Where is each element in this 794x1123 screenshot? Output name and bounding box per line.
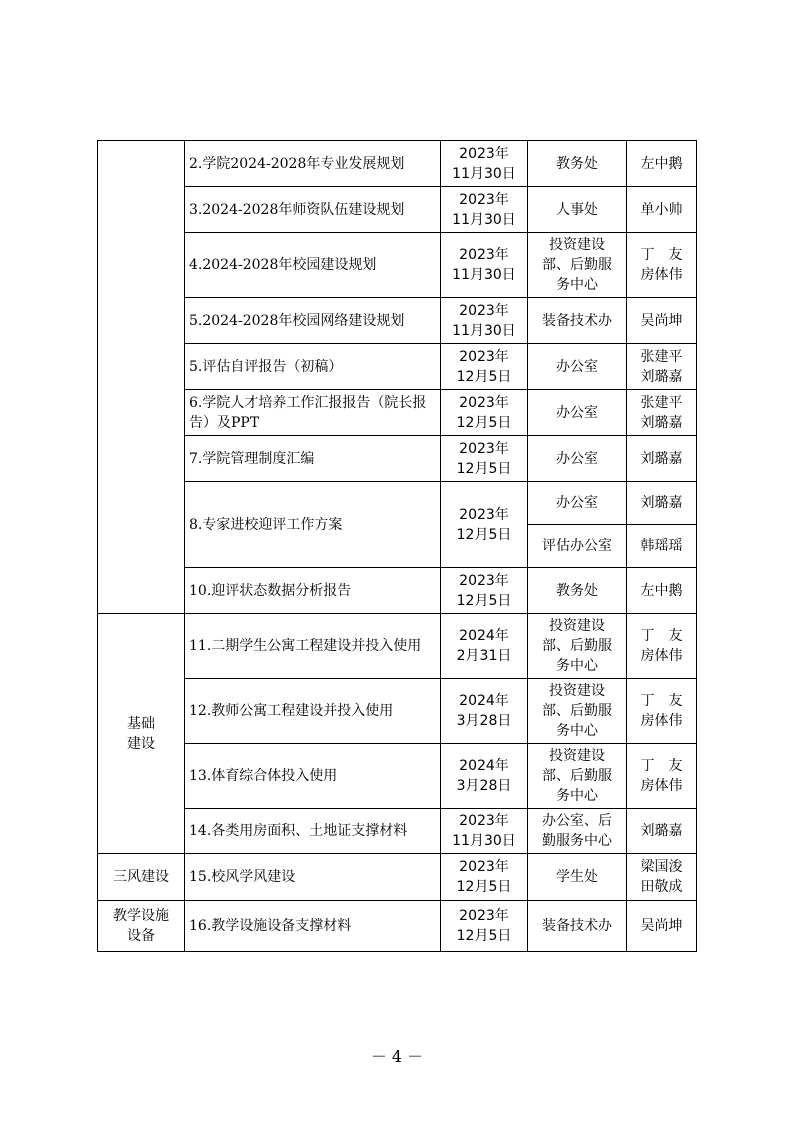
person-cell: 刘璐嘉 xyxy=(627,436,697,482)
task-cell: 7.学院管理制度汇编 xyxy=(185,436,441,482)
table-row xyxy=(98,187,697,233)
date-cell: 2023年 12月5日 xyxy=(441,854,528,901)
date-cell: 2023年 11月30日 xyxy=(441,141,528,187)
dept-cell: 人事处 xyxy=(528,187,627,233)
date-cell: 2023年 11月30日 xyxy=(441,298,528,344)
person-cell: 丁 友 房体伟 xyxy=(627,744,697,809)
task-cell: 4.2024-2028年校园建设规划 xyxy=(185,233,441,298)
page-number: － 4 － xyxy=(370,1047,424,1066)
table-row xyxy=(98,233,697,298)
table-row xyxy=(98,390,697,436)
task-cell: 3.2024-2028年师资队伍建设规划 xyxy=(185,187,441,233)
dept-cell: 装备技术办 xyxy=(528,901,627,952)
date-cell: 2023年 12月5日 xyxy=(441,568,528,614)
table-row xyxy=(98,901,697,952)
person-cell: 吴尚坤 xyxy=(627,901,697,952)
date-cell: 2023年 11月30日 xyxy=(441,809,528,854)
task-cell: 5.2024-2028年校园网络建设规划 xyxy=(185,298,441,344)
task-cell: 16.教学设施设备支撑材料 xyxy=(185,901,441,952)
dept-cell: 投资建设 部、后勤服 务中心 xyxy=(528,614,627,679)
task-cell: 11.二期学生公寓工程建设并投入使用 xyxy=(185,614,441,679)
person-cell: 丁 友 房体伟 xyxy=(627,679,697,744)
dept-cell: 教务处 xyxy=(528,141,627,187)
dept-cell: 装备技术办 xyxy=(528,298,627,344)
task-cell: 6.学院人才培养工作汇报报告（院长报告）及PPT xyxy=(185,390,441,436)
dept-cell: 办公室 xyxy=(528,436,627,482)
table-row xyxy=(98,854,697,901)
dept-cell: 办公室 xyxy=(528,344,627,390)
date-cell: 2024年 3月28日 xyxy=(441,744,528,809)
date-cell: 2023年 12月5日 xyxy=(441,344,528,390)
table-row xyxy=(98,568,697,614)
dept-cell: 投资建设 部、后勤服 务中心 xyxy=(528,679,627,744)
person-cell: 左中鹅 xyxy=(627,568,697,614)
dept-cell: 办公室、后 勤服务中心 xyxy=(528,809,627,854)
table-row xyxy=(98,298,697,344)
person-cell: 韩瑶瑶 xyxy=(627,525,697,568)
task-cell: 10.迎评状态数据分析报告 xyxy=(185,568,441,614)
category-cell xyxy=(98,141,185,614)
category-cell: 教学设施 设备 xyxy=(98,901,185,952)
table-row xyxy=(98,482,697,525)
table-row xyxy=(98,809,697,854)
date-cell: 2024年 2月31日 xyxy=(441,614,528,679)
dept-cell: 办公室 xyxy=(528,482,627,525)
task-cell: 8.专家进校迎评工作方案 xyxy=(185,482,441,568)
task-cell: 5.评估自评报告（初稿） xyxy=(185,344,441,390)
person-cell: 刘璐嘉 xyxy=(627,482,697,525)
table-row xyxy=(98,141,697,187)
date-cell: 2023年 11月30日 xyxy=(441,233,528,298)
dept-cell: 评估办公室 xyxy=(528,525,627,568)
person-cell: 吴尚坤 xyxy=(627,298,697,344)
table-row xyxy=(98,744,697,809)
person-cell: 刘璐嘉 xyxy=(627,809,697,854)
date-cell: 2023年 12月5日 xyxy=(441,390,528,436)
dept-cell: 办公室 xyxy=(528,390,627,436)
task-cell: 13.体育综合体投入使用 xyxy=(185,744,441,809)
dept-cell: 学生处 xyxy=(528,854,627,901)
task-cell: 15.校风学风建设 xyxy=(185,854,441,901)
category-cell: 三风建设 xyxy=(98,854,185,901)
dept-cell: 投资建设 部、后勤服 务中心 xyxy=(528,744,627,809)
task-cell: 14.各类用房面积、土地证支撑材料 xyxy=(185,809,441,854)
table-row xyxy=(98,344,697,390)
date-cell: 2023年 12月5日 xyxy=(441,482,528,568)
person-cell: 左中鹅 xyxy=(627,141,697,187)
person-cell: 张建平 刘璐嘉 xyxy=(627,390,697,436)
date-cell: 2024年 3月28日 xyxy=(441,679,528,744)
person-cell: 梁国浚 田敬成 xyxy=(627,854,697,901)
task-cell: 2.学院2024-2028年专业发展规划 xyxy=(185,141,441,187)
person-cell: 丁 友 房体伟 xyxy=(627,233,697,298)
person-cell: 丁 友 房体伟 xyxy=(627,614,697,679)
task-table xyxy=(97,140,697,952)
dept-cell: 教务处 xyxy=(528,568,627,614)
person-cell: 单小帅 xyxy=(627,187,697,233)
dept-cell: 投资建设 部、后勤服 务中心 xyxy=(528,233,627,298)
date-cell: 2023年 11月30日 xyxy=(441,187,528,233)
date-cell: 2023年 12月5日 xyxy=(441,901,528,952)
task-cell: 12.教师公寓工程建设并投入使用 xyxy=(185,679,441,744)
category-cell: 基础 建设 xyxy=(98,614,185,854)
table-row xyxy=(98,614,697,679)
date-cell: 2023年 12月5日 xyxy=(441,436,528,482)
person-cell: 张建平 刘璐嘉 xyxy=(627,344,697,390)
table-row xyxy=(98,679,697,744)
table-row xyxy=(98,436,697,482)
